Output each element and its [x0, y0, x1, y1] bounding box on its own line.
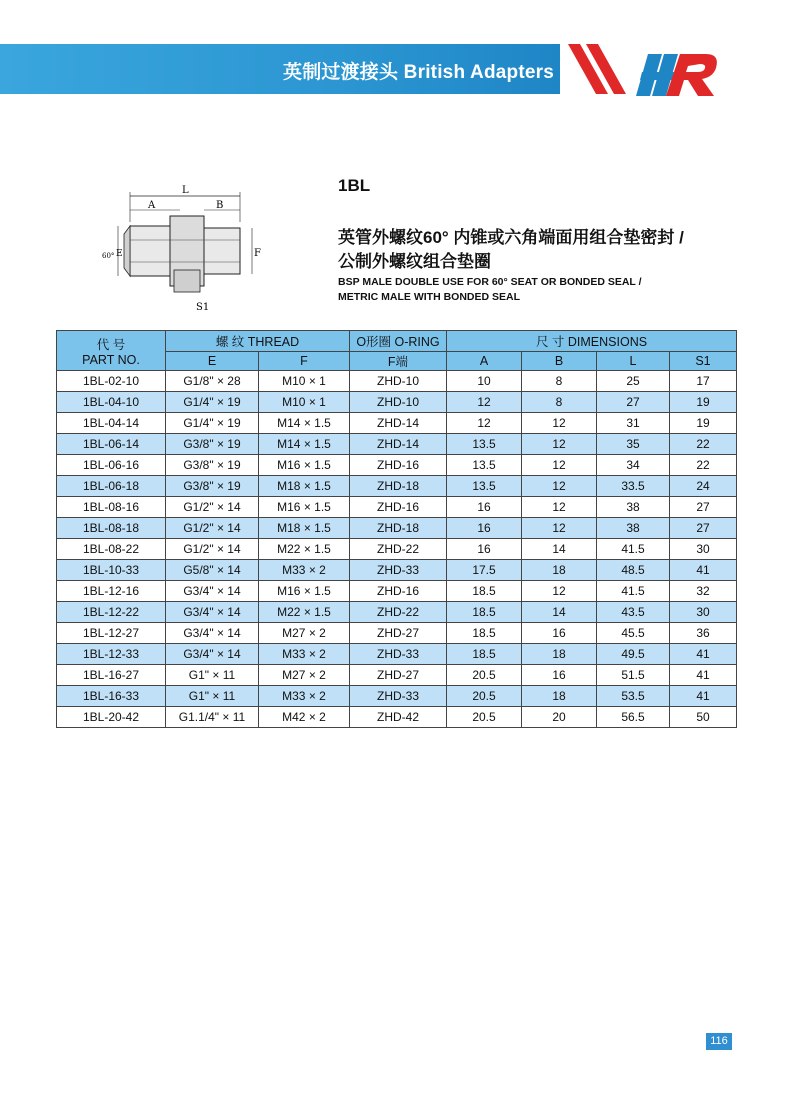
- cell-oring: ZHD-22: [350, 539, 447, 560]
- cell-e: G1/2" × 14: [166, 539, 259, 560]
- cell-e: G3/4" × 14: [166, 644, 259, 665]
- cell-s1: 36: [670, 623, 737, 644]
- table-row: [57, 434, 737, 455]
- cell-a: 13.5: [447, 455, 522, 476]
- table-row: [57, 497, 737, 518]
- cell-l: 27: [597, 392, 670, 413]
- cell-e: G3/4" × 14: [166, 602, 259, 623]
- cell-f: M14 × 1.5: [259, 413, 350, 434]
- cell-part: 1BL-08-16: [57, 497, 166, 518]
- cell-a: 12: [447, 413, 522, 434]
- cell-f: M18 × 1.5: [259, 518, 350, 539]
- cell-f: M16 × 1.5: [259, 455, 350, 476]
- header-part: [57, 331, 166, 371]
- label-A: A: [148, 200, 156, 211]
- cell-part: 1BL-20-42: [57, 707, 166, 728]
- page-title: 英制过渡接头 British Adapters: [283, 62, 554, 83]
- cell-oring: ZHD-14: [350, 413, 447, 434]
- table-row: [57, 581, 737, 602]
- cell-b: 18: [522, 644, 597, 665]
- cell-part: 1BL-08-22: [57, 539, 166, 560]
- cell-part: 1BL-04-14: [57, 413, 166, 434]
- header-f: F: [259, 352, 350, 371]
- cell-oring: ZHD-18: [350, 476, 447, 497]
- table-row: [57, 602, 737, 623]
- cell-s1: 17: [670, 371, 737, 392]
- table-row: [57, 707, 737, 728]
- cell-a: 10: [447, 371, 522, 392]
- cell-a: 18.5: [447, 602, 522, 623]
- cell-e: G1/2" × 14: [166, 497, 259, 518]
- cell-l: 34: [597, 455, 670, 476]
- cell-s1: 32: [670, 581, 737, 602]
- cell-e: G3/4" × 14: [166, 623, 259, 644]
- cell-b: 12: [522, 518, 597, 539]
- cell-a: 20.5: [447, 707, 522, 728]
- product-title-cn: [338, 226, 758, 274]
- page-number: 116: [706, 1033, 732, 1050]
- cell-l: 43.5: [597, 602, 670, 623]
- cell-oring: ZHD-10: [350, 392, 447, 413]
- cell-s1: 19: [670, 392, 737, 413]
- cell-part: 1BL-12-33: [57, 644, 166, 665]
- cell-e: G3/8" × 19: [166, 476, 259, 497]
- spec-table: [56, 330, 737, 728]
- cell-part: 1BL-06-16: [57, 455, 166, 476]
- cell-b: 14: [522, 602, 597, 623]
- table-row: [57, 371, 737, 392]
- cell-s1: 27: [670, 497, 737, 518]
- cell-b: 14: [522, 539, 597, 560]
- cell-l: 48.5: [597, 560, 670, 581]
- label-B: B: [216, 200, 224, 211]
- cell-f: M42 × 2: [259, 707, 350, 728]
- cell-s1: 24: [670, 476, 737, 497]
- cell-part: 1BL-06-18: [57, 476, 166, 497]
- cell-part: 1BL-16-27: [57, 665, 166, 686]
- header-a: A: [447, 352, 522, 371]
- header-thread: 螺 纹 THREAD: [166, 331, 350, 352]
- table-header-row: [57, 331, 737, 352]
- cell-oring: ZHD-22: [350, 602, 447, 623]
- cell-f: M14 × 1.5: [259, 434, 350, 455]
- product-title-en: [338, 275, 758, 305]
- label-S1: S1: [196, 302, 210, 313]
- cell-part: 1BL-12-22: [57, 602, 166, 623]
- cell-l: 41.5: [597, 581, 670, 602]
- cell-e: G3/8" × 19: [166, 455, 259, 476]
- cell-a: 12: [447, 392, 522, 413]
- cell-l: 51.5: [597, 665, 670, 686]
- cell-oring: ZHD-33: [350, 644, 447, 665]
- cell-f: M22 × 1.5: [259, 539, 350, 560]
- cell-part: 1BL-16-33: [57, 686, 166, 707]
- cell-s1: 22: [670, 455, 737, 476]
- cell-s1: 27: [670, 518, 737, 539]
- cell-a: 16: [447, 497, 522, 518]
- cell-part: 1BL-08-18: [57, 518, 166, 539]
- header-s1: S1: [670, 352, 737, 371]
- header-fend: F端: [350, 352, 447, 371]
- cell-part: 1BL-10-33: [57, 560, 166, 581]
- label-angle: 60°: [102, 252, 115, 260]
- cell-s1: 30: [670, 602, 737, 623]
- fitting-drawing: [100, 182, 270, 314]
- cell-part: 1BL-04-10: [57, 392, 166, 413]
- cell-e: G1/4" × 19: [166, 392, 259, 413]
- table-row: [57, 665, 737, 686]
- cell-l: 53.5: [597, 686, 670, 707]
- cell-oring: ZHD-27: [350, 623, 447, 644]
- cell-b: 12: [522, 434, 597, 455]
- cell-oring: ZHD-16: [350, 497, 447, 518]
- cell-b: 8: [522, 371, 597, 392]
- cell-a: 20.5: [447, 686, 522, 707]
- cell-l: 38: [597, 497, 670, 518]
- cell-oring: ZHD-16: [350, 581, 447, 602]
- cell-s1: 41: [670, 644, 737, 665]
- cell-f: M27 × 2: [259, 665, 350, 686]
- cell-e: G1" × 11: [166, 686, 259, 707]
- cell-part: 1BL-02-10: [57, 371, 166, 392]
- header-dims: 尺 寸 DIMENSIONS: [447, 331, 737, 352]
- cell-b: 12: [522, 476, 597, 497]
- cell-part: 1BL-12-16: [57, 581, 166, 602]
- cell-e: G3/8" × 19: [166, 434, 259, 455]
- cell-a: 18.5: [447, 623, 522, 644]
- company-logo: [634, 36, 724, 102]
- cell-l: 31: [597, 413, 670, 434]
- table-row: [57, 623, 737, 644]
- header-part-cn: 代 号: [96, 337, 126, 352]
- table-row: [57, 413, 737, 434]
- product-title-cn-line1: 英管外螺纹60° 内锥或六角端面用组合垫密封 /: [338, 228, 684, 247]
- cell-b: 18: [522, 560, 597, 581]
- product-code: 1BL: [338, 176, 371, 195]
- cell-e: G1/8" × 28: [166, 371, 259, 392]
- cell-b: 12: [522, 497, 597, 518]
- cell-a: 20.5: [447, 665, 522, 686]
- table-row: [57, 392, 737, 413]
- product-title-cn-line2: 公制外螺纹组合垫圈: [338, 252, 491, 271]
- cell-b: 8: [522, 392, 597, 413]
- cell-oring: ZHD-16: [350, 455, 447, 476]
- cell-l: 35: [597, 434, 670, 455]
- label-L: L: [182, 185, 189, 196]
- cell-l: 49.5: [597, 644, 670, 665]
- cell-part: 1BL-12-27: [57, 623, 166, 644]
- cell-b: 16: [522, 623, 597, 644]
- cell-f: M33 × 2: [259, 560, 350, 581]
- cell-f: M16 × 1.5: [259, 581, 350, 602]
- cell-oring: ZHD-33: [350, 560, 447, 581]
- cell-s1: 30: [670, 539, 737, 560]
- table-row: [57, 476, 737, 497]
- cell-oring: ZHD-33: [350, 686, 447, 707]
- cell-s1: 41: [670, 665, 737, 686]
- cell-f: M22 × 1.5: [259, 602, 350, 623]
- product-title-en-line2: METRIC MALE WITH BONDED SEAL: [338, 291, 520, 303]
- cell-f: M18 × 1.5: [259, 476, 350, 497]
- cell-s1: 41: [670, 686, 737, 707]
- cell-f: M16 × 1.5: [259, 497, 350, 518]
- cell-s1: 19: [670, 413, 737, 434]
- cell-l: 25: [597, 371, 670, 392]
- cell-e: G3/4" × 14: [166, 581, 259, 602]
- cell-oring: ZHD-18: [350, 518, 447, 539]
- cell-f: M33 × 2: [259, 686, 350, 707]
- cell-b: 12: [522, 455, 597, 476]
- table-row: [57, 644, 737, 665]
- cell-a: 18.5: [447, 581, 522, 602]
- cell-a: 16: [447, 539, 522, 560]
- cell-l: 41.5: [597, 539, 670, 560]
- cell-l: 45.5: [597, 623, 670, 644]
- table-row: [57, 539, 737, 560]
- product-title-en-line1: BSP MALE DOUBLE USE FOR 60° SEAT OR BONDED SEAL /: [338, 276, 642, 288]
- cell-l: 38: [597, 518, 670, 539]
- cell-e: G5/8" × 14: [166, 560, 259, 581]
- cell-s1: 50: [670, 707, 737, 728]
- table-row: [57, 518, 737, 539]
- cell-b: 20: [522, 707, 597, 728]
- cell-a: 13.5: [447, 434, 522, 455]
- cell-oring: ZHD-42: [350, 707, 447, 728]
- cell-part: 1BL-06-14: [57, 434, 166, 455]
- cell-b: 12: [522, 413, 597, 434]
- cell-s1: 41: [670, 560, 737, 581]
- label-E: E: [116, 249, 123, 259]
- cell-f: M10 × 1: [259, 371, 350, 392]
- header-oring: O形圈 O-RING: [350, 331, 447, 352]
- cell-a: 17.5: [447, 560, 522, 581]
- cell-e: G1" × 11: [166, 665, 259, 686]
- cell-l: 33.5: [597, 476, 670, 497]
- cell-a: 16: [447, 518, 522, 539]
- cell-oring: ZHD-27: [350, 665, 447, 686]
- cell-b: 18: [522, 686, 597, 707]
- header-e: E: [166, 352, 259, 371]
- cell-oring: ZHD-14: [350, 434, 447, 455]
- header-l: L: [597, 352, 670, 371]
- cell-f: M33 × 2: [259, 644, 350, 665]
- table-row: [57, 560, 737, 581]
- label-F: F: [254, 248, 261, 259]
- cell-e: G1/2" × 14: [166, 518, 259, 539]
- header-part-en: PART NO.: [82, 352, 140, 367]
- cell-b: 12: [522, 581, 597, 602]
- cell-oring: ZHD-10: [350, 371, 447, 392]
- table-row: [57, 455, 737, 476]
- table-row: [57, 686, 737, 707]
- cell-f: M27 × 2: [259, 623, 350, 644]
- cell-e: G1.1/4" × 11: [166, 707, 259, 728]
- cell-e: G1/4" × 19: [166, 413, 259, 434]
- cell-l: 56.5: [597, 707, 670, 728]
- cell-f: M10 × 1: [259, 392, 350, 413]
- red-stripes-decoration: [560, 36, 640, 102]
- header-b: B: [522, 352, 597, 371]
- cell-a: 18.5: [447, 644, 522, 665]
- cell-b: 16: [522, 665, 597, 686]
- cell-a: 13.5: [447, 476, 522, 497]
- cell-s1: 22: [670, 434, 737, 455]
